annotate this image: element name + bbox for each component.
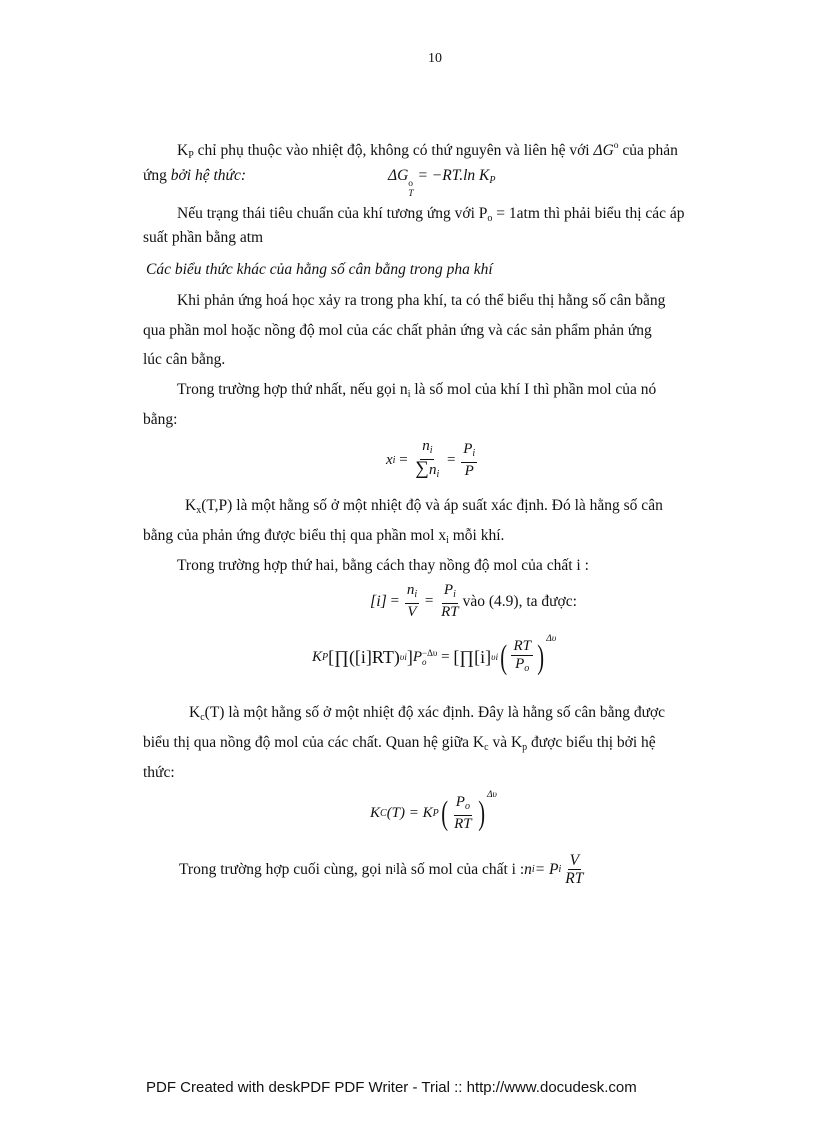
page-number: 10 xyxy=(428,51,442,66)
para8: Trong trường hợp cuối cùng, gọi n i là số mol của chất i : n i = P i $\frac{V}{RT}$ xyxy=(179,852,584,887)
pdf-watermark-footer: PDF Created with deskPDF PDF Writer - Trial :: http://www.docudesk.com xyxy=(146,1079,637,1096)
para4-line2: bằng: xyxy=(143,411,178,428)
para3-line3: lúc cân bằng. xyxy=(143,351,226,368)
para5-line1: $K_x(T,P)$ là một hằng số ở một nhiệt độ và áp suất xác định. Đó là hằng số cân xyxy=(185,497,663,516)
para6: Trong trường hợp thứ hai, bằng cách thay nồng độ mol của chất i : xyxy=(177,557,589,574)
para1-line1: $K_P$ chỉ phụ thuộc vào nhiệt độ, không có thứ nguyên và liên hệ với $\Delta G^o$ của phản xyxy=(177,141,678,161)
para7-line3: thức: xyxy=(143,764,175,781)
para3-line2: qua phần mol hoặc nồng độ mol của các chất phản ứng và các sản phẩm phản ứng xyxy=(143,322,652,339)
equation-kc-kp-relation: K C (T) = K P ( $\frac{P_o}{RT}$ ) Δυ xyxy=(370,790,497,832)
para7-line1: $K_c(T)$ là một hằng số ở một nhiệt độ xác định. Đây là hằng số cân bằng được xyxy=(189,704,666,723)
formula-gibbs: ΔG o T = −RT.ln $K_P$ xyxy=(388,167,496,199)
para2-line2: suất phần bằng atm xyxy=(143,229,264,246)
equation-mole-fraction: x i = $\frac{n_i}{\sum n_i}$ = $\frac{P_i}{P}$ xyxy=(386,438,476,480)
equation-concentration: [i] = $\frac{n_i}{V}$ = $\frac{P_i}{RT}$ vào (4.9), ta được: xyxy=(370,582,577,620)
equation-kp-kc: K P [∏([i]RT) υi ] P −Δυ o = [∏[i] υi ( $\frac{RT}{P_o}$ ) Δυ xyxy=(312,634,557,676)
section-heading: Các biểu thức khác của hằng số cân bằng trong pha khí xyxy=(146,261,493,278)
para3-line1: Khi phản ứng hoá học xảy ra trong pha khí, ta có thể biểu thị hằng số cân bằng xyxy=(177,292,666,309)
para7-line2: biểu thị qua nồng độ mol của các chất. Quan hệ giữa $K_c$ và $K_p$ được biểu thị bởi hệ xyxy=(143,734,656,753)
para2-line1: Nếu trạng thái tiêu chuẩn của khí tương ứng với $P_o = 1atm$ thì phải biểu thị các áp xyxy=(177,205,685,224)
para1-line2: ứng bởi hệ thức: xyxy=(143,167,247,184)
para5-line2: bằng của phản ứng được biểu thị qua phần mol $x_i$ mỗi khí. xyxy=(143,527,505,546)
para4-line1: Trong trường hợp thứ nhất, nếu gọi $n_i$ là số mol của khí I thì phần mol của nó xyxy=(177,381,657,400)
